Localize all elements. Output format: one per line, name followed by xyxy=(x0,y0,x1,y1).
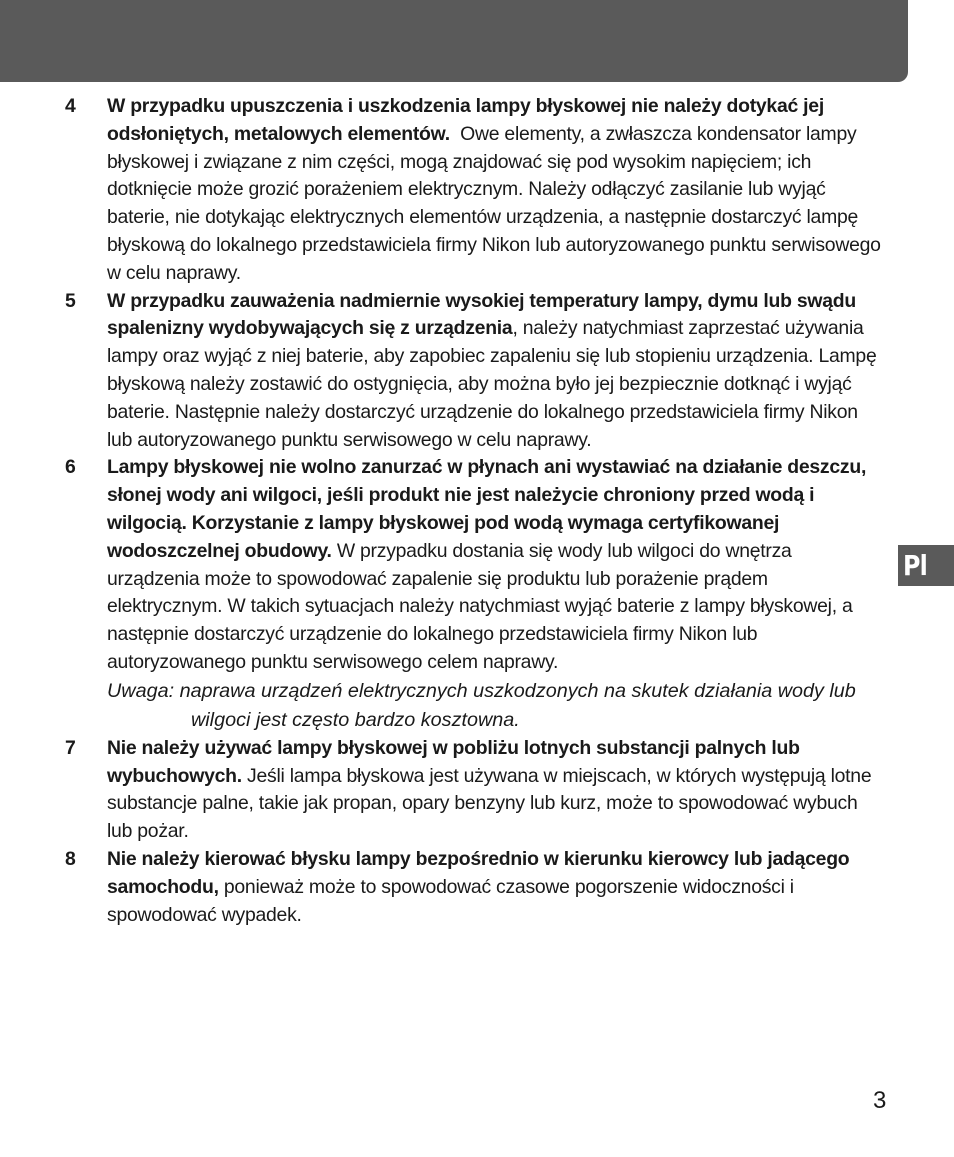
list-item xyxy=(0,735,887,846)
item-note: Uwaga: naprawa urządzeń elektrycznych uszkodzonych na skutek działania wody lub wilgoci jest często bardzo kosztowna. xyxy=(107,679,856,731)
item-bold-text: W przypadku upuszczenia i uszkodzenia lampy błyskowej nie należy dotykać jej odsłoniętych, metalowych elementów. xyxy=(107,95,824,145)
language-tab xyxy=(898,545,954,586)
item-text xyxy=(107,93,887,288)
item-number: 7 xyxy=(65,736,76,759)
item-number: 4 xyxy=(65,95,76,117)
item-bold-text: Nie należy używać lampy błyskowej w pobliżu lotnych substancji palnych lub wybuchowych. xyxy=(107,736,800,787)
item-text xyxy=(107,288,887,455)
list-item xyxy=(0,93,887,288)
item-bold-text: Lampy błyskowej nie wolno zanurzać w płynach ani wystawiać na działanie deszczu, słonej wody ani wilgoci, jeśli produkt nie jest należycie chroniony przed wodą i wilgocią. Korzystanie z lampy błyskowej pod wodą wymaga certyfikowanej wodoszczelnej obudowy. xyxy=(107,456,867,562)
item-text xyxy=(107,846,887,929)
item-body-text: Jeśli lampa błyskowa jest używana w miejscach, w których występują lotne substancje palne, takie jak propan, opary benzyny lub kurz, może to spowodować wybuch lub pożar. xyxy=(107,764,872,843)
item-number: 6 xyxy=(65,456,76,479)
item-number: 5 xyxy=(65,289,76,312)
item-text xyxy=(107,454,887,676)
warnings-list xyxy=(0,93,900,929)
header-bar xyxy=(0,0,908,82)
item-bold-text: Nie należy kierować błysku lampy bezpośrednio w kierunku kierowcy lub jadącego samochodu, xyxy=(107,847,850,898)
page-number: 3 xyxy=(873,1087,887,1114)
item-body-text: W przypadku dostania się wody lub wilgoci do wnętrza urządzenia może to spowodować zapalenie się produktu lub porażenie prądem elektrycznym. W takich sytuacjach należy natychmiast wyjąć baterie z lampy błyskowej, a następnie dostarczyć urządzenie do lokalnego przedstawiciela firmy Nikon lub autoryzowanego punktu serwisowego celem naprawy. xyxy=(107,539,853,673)
item-bold-text: W przypadku zauważenia nadmiernie wysokiej temperatury lampy, dymu lub swądu spalenizny wydobywających się z urządzenia xyxy=(107,289,856,340)
item-body-text: , należy natychmiast zaprzestać używania lampy oraz wyjąć z niej baterie, aby zapobiec zapaleniu się lub stopieniu urządzenia. Lampę błyskową należy zostawić do ostygnięcia, aby można było jej bezpiecznie dotknąć i wyjąć baterie. Następnie należy dostarczyć urządzenie do lokalnego przedstawiciela firmy Nikon lub autoryzowanego punktu serwisowego w celu naprawy. xyxy=(107,317,877,451)
item-number: 8 xyxy=(65,847,76,870)
list-item xyxy=(0,454,887,734)
item-text xyxy=(107,735,887,846)
item-body-text: ponieważ może to spowodować czasowe pogorszenie widoczności i spowodować wypadek. xyxy=(107,875,794,926)
list-item xyxy=(0,288,887,455)
item-body-text: Owe elementy, a zwłaszcza kondensator lampy błyskowej i związane z nim części, mogą znajdować się pod wysokim napięciem; ich dotknięcie może grozić porażeniem elektrycznym. Należy odłączyć zasilanie lub wyjąć baterie, nie dotykając elektrycznych elementów urządzenia, a następnie dostarczyć lampę błyskową do lokalnego przedstawiciela firmy Nikon lub autoryzowanego punktu serwisowego w celu naprawy. xyxy=(107,122,886,284)
list-item xyxy=(0,846,887,929)
language-tab-label: Pl xyxy=(903,549,927,582)
